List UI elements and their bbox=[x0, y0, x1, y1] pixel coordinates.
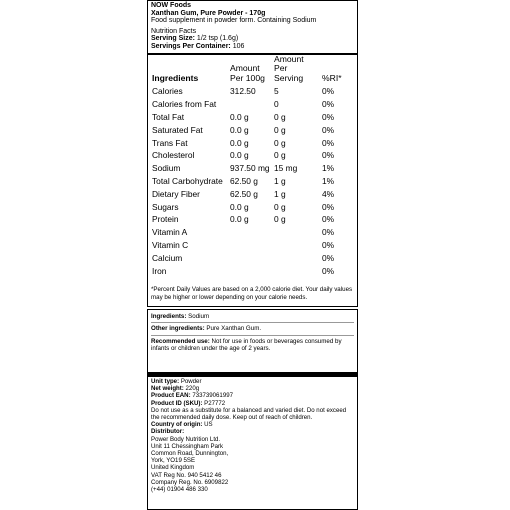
table-row bbox=[148, 265, 357, 278]
ri-percent: 0% bbox=[322, 137, 335, 148]
col-per-100g-line2: Per 100g bbox=[230, 72, 265, 83]
nutrition-table bbox=[148, 55, 357, 278]
amount-per-serving bbox=[274, 239, 322, 252]
nutrient-name: Dietary Fiber bbox=[152, 188, 200, 199]
amount-per-100g: 62.50 g bbox=[230, 188, 258, 199]
nutrient-name: Protein bbox=[152, 214, 179, 225]
unit-type-value: Powder bbox=[180, 378, 202, 385]
nutrition-table-body bbox=[148, 85, 357, 277]
unit-type-label: Unit type: bbox=[151, 378, 180, 385]
table-row bbox=[148, 252, 357, 265]
amount-per-serving: 0 g bbox=[274, 214, 286, 225]
amount-per-serving: 0 g bbox=[274, 124, 286, 135]
nutrient-name: Total Fat bbox=[152, 111, 185, 122]
amount-per-serving bbox=[274, 226, 322, 239]
table-row bbox=[148, 137, 357, 150]
amount-per-serving: 15 mg bbox=[274, 163, 298, 174]
amount-per-100g: 0.0 g bbox=[230, 111, 249, 122]
ingredients-value: Sodium bbox=[188, 313, 210, 320]
daily-value-footnote: *Percent Daily Values are based on a 2,000 calorie diet. Your daily values may be higher or lower depending on your calorie needs. bbox=[151, 286, 353, 302]
col-ri: %RI* bbox=[322, 72, 342, 83]
amount-per-serving: 0 g bbox=[274, 137, 286, 148]
col-per-100g-line1: Amount bbox=[230, 63, 260, 74]
nutrient-name: Vitamin C bbox=[152, 239, 189, 250]
nutrient-name: Cholesterol bbox=[152, 150, 195, 161]
nutrient-name: Calories bbox=[152, 86, 183, 97]
ri-percent: 0% bbox=[322, 201, 335, 212]
ean-label: Product EAN: bbox=[151, 392, 191, 400]
distributor-line: Power Body Nutrition Ltd. bbox=[151, 435, 221, 443]
ri-percent: 0% bbox=[322, 111, 335, 122]
ri-percent: 1% bbox=[322, 163, 335, 174]
table-row bbox=[148, 111, 357, 124]
table-row bbox=[148, 98, 357, 111]
distributor-line: VAT Reg No. 940 5412 46 bbox=[151, 471, 222, 479]
distributor-line: (+44) 01904 486 330 bbox=[151, 486, 208, 494]
distributor-line: York, YO19 5SE bbox=[151, 457, 196, 465]
other-ingredients-line bbox=[151, 325, 354, 332]
ingredients-panel bbox=[147, 309, 358, 376]
ri-percent: 4% bbox=[322, 188, 335, 199]
amount-per-serving: 0 g bbox=[274, 111, 286, 122]
ri-percent: 0% bbox=[322, 252, 335, 263]
sku-label: Product ID (SKU): bbox=[151, 399, 203, 407]
amount-per-100g bbox=[230, 226, 274, 239]
amount-per-100g bbox=[230, 98, 274, 111]
col-per-serving bbox=[274, 55, 322, 86]
amount-per-100g: 0.0 g bbox=[230, 124, 249, 135]
amount-per-serving bbox=[274, 252, 322, 265]
product-header bbox=[148, 1, 357, 51]
divider bbox=[151, 322, 354, 323]
col-ingredients: Ingredients bbox=[152, 72, 199, 83]
amount-per-100g: 62.50 g bbox=[230, 175, 258, 186]
sku-value: P27772 bbox=[204, 399, 226, 407]
ean-line bbox=[151, 392, 354, 399]
table-row bbox=[148, 201, 357, 214]
amount-per-serving: 1 g bbox=[274, 188, 286, 199]
divider bbox=[151, 335, 354, 336]
origin-label: Country of origin: bbox=[151, 421, 203, 429]
table-row bbox=[148, 213, 357, 226]
sku-line bbox=[151, 400, 354, 407]
ingredients-label: Ingredients: bbox=[151, 313, 187, 320]
ri-percent: 1% bbox=[322, 175, 335, 186]
nutrient-name: Vitamin A bbox=[152, 227, 188, 238]
product-details-panel bbox=[147, 372, 358, 510]
product-name: Xanthan Gum, Pure Powder - 170g bbox=[151, 9, 266, 17]
table-row bbox=[148, 85, 357, 98]
nutrient-name: Calories from Fat bbox=[152, 99, 217, 110]
amount-per-serving: 0 g bbox=[274, 150, 286, 161]
amount-per-serving: 0 g bbox=[274, 201, 286, 212]
amount-per-serving bbox=[274, 265, 322, 278]
ri-percent: 0% bbox=[322, 124, 335, 135]
table-row bbox=[148, 162, 357, 175]
amount-per-100g: 0.0 g bbox=[230, 214, 249, 225]
servings-per-container bbox=[151, 43, 354, 51]
table-row bbox=[148, 239, 357, 252]
warning-text: Do not use as a substitute for a balanced and varied diet. Do not exceed the recommended daily dose. Keep out of reach of children. bbox=[151, 406, 347, 422]
net-weight-value: 220g bbox=[185, 385, 200, 393]
amount-per-100g: 0.0 g bbox=[230, 201, 249, 212]
distributor-line: Unit 11 Chessingham Park bbox=[151, 442, 224, 450]
net-weight-label: Net weight: bbox=[151, 385, 184, 393]
nutrition-facts-title: Nutrition Facts bbox=[151, 27, 197, 35]
table-row bbox=[148, 188, 357, 201]
origin-line bbox=[151, 421, 354, 428]
amount-per-serving: 5 bbox=[274, 86, 279, 97]
ean-value: 733739061997 bbox=[192, 392, 233, 400]
amount-per-100g bbox=[230, 265, 274, 278]
product-description: Food supplement in powder form. Containing Sodium bbox=[151, 17, 317, 25]
serving-size bbox=[151, 35, 354, 43]
nutrient-name: Total Carbohydrate bbox=[152, 175, 223, 186]
recommended-use-label: Recommended use: bbox=[151, 337, 210, 345]
unit-type-line bbox=[151, 378, 354, 385]
nutrient-name: Sodium bbox=[152, 163, 181, 174]
servings-label: Servings Per Container: bbox=[151, 42, 231, 50]
nutrient-name: Trans Fat bbox=[152, 137, 188, 148]
recommended-use-line bbox=[151, 338, 354, 353]
table-row bbox=[148, 175, 357, 188]
amount-per-100g: 0.0 g bbox=[230, 150, 249, 161]
serving-size-value: 1/2 tsp (1.6g) bbox=[196, 35, 239, 43]
col-per-serving-line3: Serving bbox=[274, 72, 304, 83]
nutrition-facts-panel bbox=[147, 0, 358, 307]
ri-percent: 0% bbox=[322, 265, 335, 276]
distributor-line: Company Reg. No. 6909822 bbox=[151, 478, 229, 486]
nutrient-name: Sugars bbox=[152, 201, 179, 212]
distributor-address bbox=[151, 436, 354, 494]
ri-percent: 0% bbox=[322, 227, 335, 238]
table-row bbox=[148, 226, 357, 239]
ingredients-line bbox=[151, 313, 354, 320]
ri-percent: 0% bbox=[322, 239, 335, 250]
nutrient-name: Iron bbox=[152, 265, 167, 276]
amount-per-100g bbox=[230, 239, 274, 252]
other-ingredients-label: Other ingredients: bbox=[151, 325, 205, 333]
ri-percent: 0% bbox=[322, 86, 335, 97]
origin-value: US bbox=[204, 421, 213, 429]
table-header-row bbox=[148, 55, 357, 86]
col-per-serving-line2: Per bbox=[274, 63, 288, 74]
distributor-line: United Kingdom bbox=[151, 464, 195, 472]
other-ingredients-value: Pure Xanthan Gum. bbox=[206, 325, 262, 333]
amount-per-100g: 937.50 mg bbox=[230, 163, 270, 174]
serving-size-label: Serving Size: bbox=[151, 35, 195, 43]
nutrient-name: Saturated Fat bbox=[152, 124, 203, 135]
nutrient-name: Calcium bbox=[152, 252, 183, 263]
servings-value: 106 bbox=[232, 42, 245, 50]
amount-per-serving: 1 g bbox=[274, 175, 286, 186]
col-per-serving-line1: Amount bbox=[274, 53, 304, 64]
table-row bbox=[148, 124, 357, 137]
amount-per-serving: 0 bbox=[274, 99, 279, 110]
amount-per-100g: 0.0 g bbox=[230, 137, 249, 148]
amount-per-100g bbox=[230, 252, 274, 265]
amount-per-100g: 312.50 bbox=[230, 86, 256, 97]
net-weight-line bbox=[151, 385, 354, 392]
ri-percent: 0% bbox=[322, 99, 335, 110]
col-per-100g bbox=[230, 55, 274, 86]
ri-percent: 0% bbox=[322, 214, 335, 225]
ri-percent: 0% bbox=[322, 150, 335, 161]
recommended-use-value: Not for use in foods or beverages consumed by infants or children under the age of 2 years. bbox=[151, 337, 342, 353]
distributor-label: Distributor: bbox=[151, 428, 185, 436]
table-row bbox=[148, 149, 357, 162]
brand-name: NOW Foods bbox=[151, 2, 192, 9]
distributor-line: Common Road, Dunnington, bbox=[151, 450, 229, 458]
